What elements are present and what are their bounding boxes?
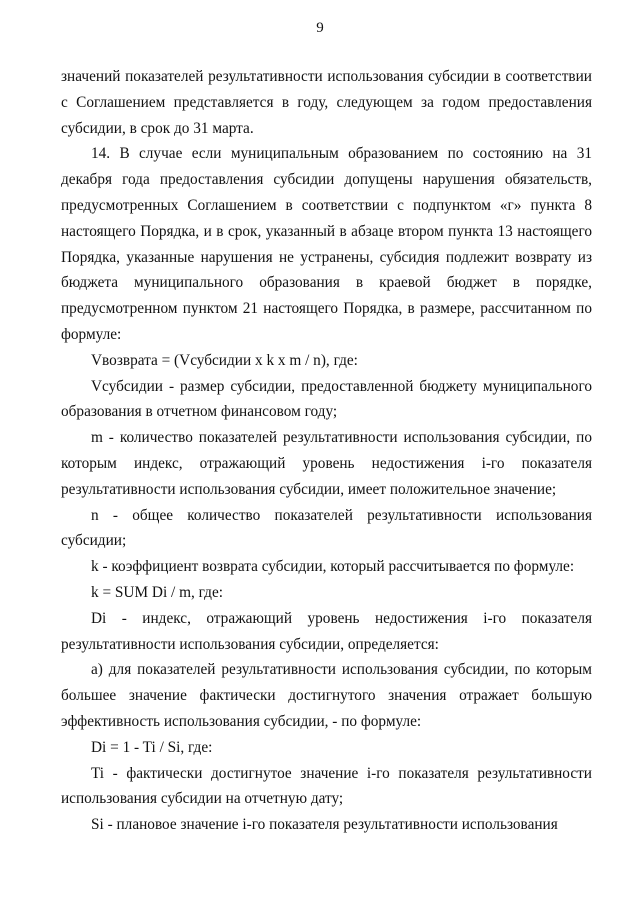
- definition-k: k - коэффициент возврата субсидии, который рассчитывается по формуле:: [91, 558, 575, 576]
- subitem-a: а) для показателей результативности использования субсидии, по которым большее значение фактически достигнутого значения отражает большую эффективность использования субсидии, - по формуле:: [61, 661, 592, 730]
- definition-n: n - общее количество показателей результативности использования субсидии;: [61, 506, 592, 550]
- formula-k: k = SUM Di / m, где:: [91, 583, 223, 601]
- document-body: [61, 64, 592, 838]
- page-number: 9: [316, 20, 324, 36]
- definition-m: m - количество показателей результативности использования субсидии, по которым индекс, отражающий уровень недостижения i-го показателя результативности использования субсидии, имеет положительное значение;: [61, 429, 592, 498]
- paragraph-continuation: значений показателей результативности использования субсидии в соответствии с Соглашением представляется в году, следующем за годом предоставления субсидии, в срок до 31 марта.: [61, 68, 592, 137]
- formula-di: Di = 1 - Ti / Si, где:: [91, 738, 213, 756]
- definition-si: Si - плановое значение i-го показателя результативности использования: [91, 816, 558, 834]
- formula-return-volume: Vвозврата = (Vсубсидии x k x m / n), где:: [91, 351, 358, 369]
- definition-ti: Ti - фактически достигнутое значение i-го показателя результативности использования субсидии на отчетную дату;: [61, 764, 592, 808]
- paragraph-item-14: 14. В случае если муниципальным образованием по состоянию на 31 декабря года предоставления субсидии допущены нарушения обязательств, предусмотренных Соглашением в соответствии с подпунктом «г» пункта 8 настоящего Порядка, и в срок, указанный в абзаце втором пункта 13 настоящего Порядка, указанные нарушения не устранены, субсидия подлежит возврату из бюджета муниципального образования в краевой бюджет в порядке, предусмотренном пунктом 21 настоящего Порядка, в размере, рассчитанном по формуле:: [61, 145, 592, 343]
- definition-v-subsidy: Vсубсидии - размер субсидии, предоставленной бюджету муниципального образования в отчетном финансовом году;: [61, 377, 592, 421]
- definition-di: Di - индекс, отражающий уровень недостижения i-го показателя результативности использования субсидии, определяется:: [61, 609, 592, 653]
